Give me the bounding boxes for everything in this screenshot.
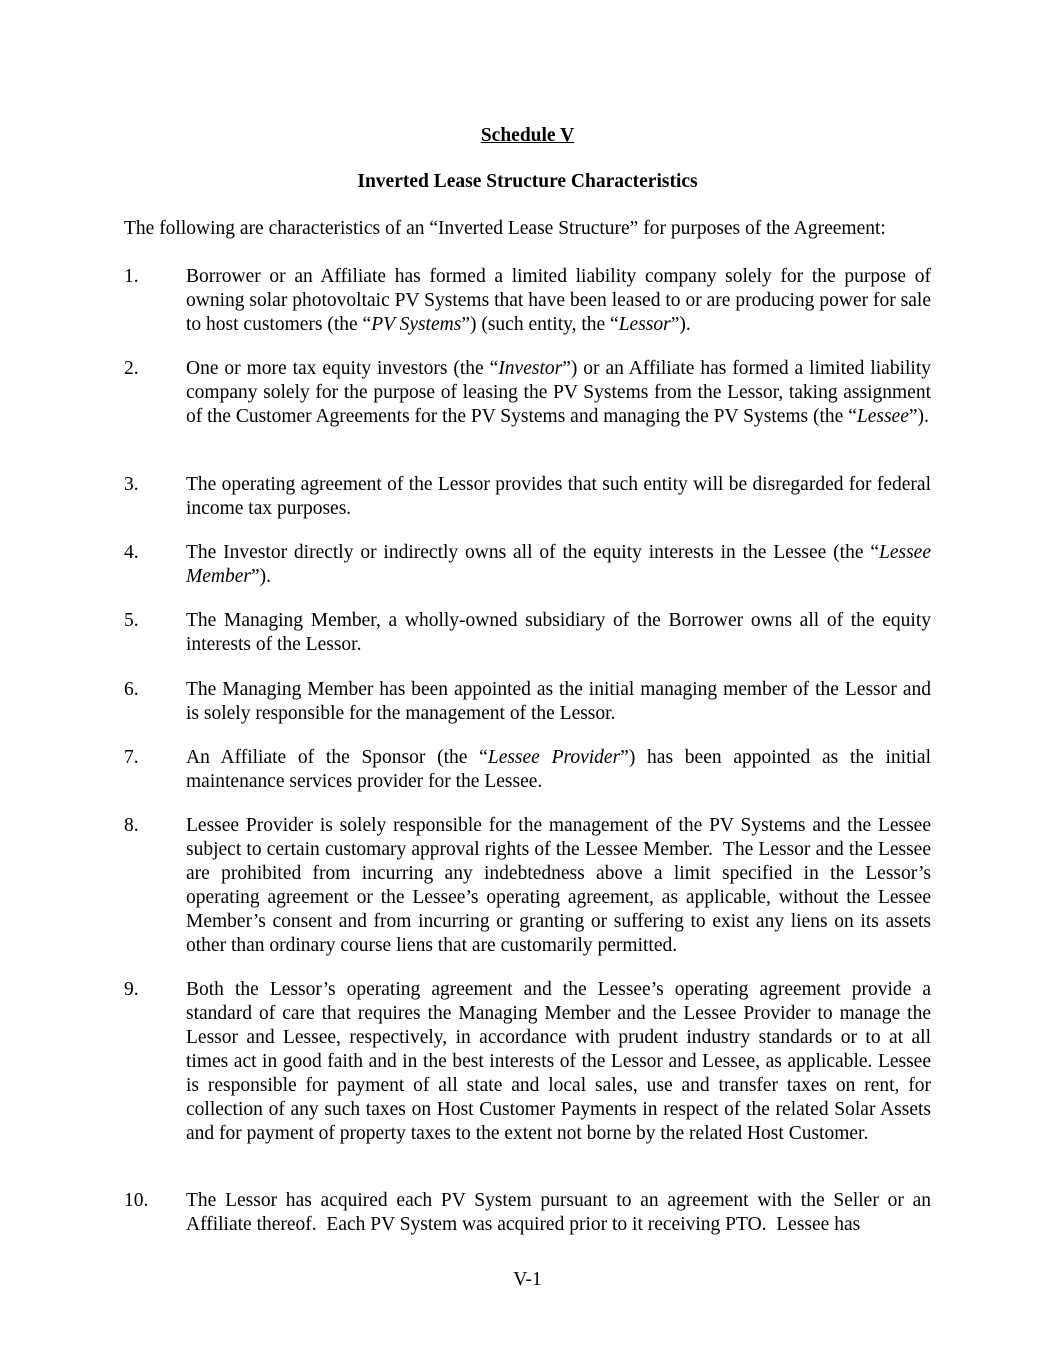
intro-paragraph: The following are characteristics of an “Inverted Lease Structure” for purposes of the Agreement: — [124, 218, 886, 239]
item-text — [186, 978, 931, 1146]
text-segment: ”) (such entity, the “ — [461, 314, 619, 335]
text-segment: ”) or an Affiliate has formed a limited liability company solely for the purpose of leasing the PV Systems from the Lessor, taking assignment of the Customer Agreements for the PV Systems and managing the PV Systems (the “ — [186, 358, 931, 427]
item-number: 4. — [124, 542, 139, 563]
item-number: 7. — [124, 747, 139, 768]
defined-term: PV Systems — [371, 314, 462, 335]
text-segment: The operating agreement of the Lessor provides that such entity will be disregarded for federal income tax purposes. — [186, 474, 931, 519]
text-segment: Both the Lessor’s operating agreement and the Lessee’s operating agreement provide a standard of care that requires the Managing Member and the Lessee Provider to manage the Lessor and Lessee, respectively, in accordance with prudent industry standards or to at all times act in good faith and in the best interests of the Lessor and Lessee, as applicable. Lessee is responsible for payment of all state and local sales, use and transfer taxes on rent, for collection of any such taxes on Host Customer Payments in respect of the related Solar Assets and for payment of property taxes to the extent not borne by the related Host Customer. — [186, 979, 931, 1144]
item-number: 10. — [124, 1190, 149, 1211]
schedule-subtitle: Inverted Lease Structure Characteristics — [357, 171, 698, 192]
text-segment: ”). — [670, 314, 691, 335]
item-number: 1. — [124, 266, 139, 287]
defined-term: Lessee Provider — [487, 747, 621, 768]
item-number: 5. — [124, 610, 139, 631]
item-number: 6. — [124, 679, 139, 700]
text-segment: Borrower or an Affiliate has formed a limited liability company solely for the purpose of owning solar photovoltaic PV Systems that have been leased to or are producing power for sale to host customers (the “ — [186, 266, 931, 335]
item-text — [186, 265, 931, 337]
defined-term: Investor — [498, 358, 563, 379]
text-segment: ”). — [908, 406, 929, 427]
item-text — [186, 541, 931, 589]
text-segment: One or more tax equity investors (the “ — [186, 358, 499, 379]
item-number: 2. — [124, 358, 139, 379]
text-segment: The Managing Member has been appointed as the initial managing member of the Lessor and is solely responsible for the management of the Lessor. — [186, 679, 931, 724]
item-number: 8. — [124, 815, 139, 836]
text-segment: ”). — [250, 566, 272, 587]
text-segment: Lessee Provider is solely responsible for the management of the PV Systems and the Lessee subject to certain customary approval rights of the Lessee Member. The Lessor and the Lessee are prohibited from incurring any indebtedness above a limit specified in the Lessor’s operating agreement or the Lessee’s operating agreement, as applicable, without the Lessee Member’s consent and from incurring or granting or suffering to exist any liens on its assets other than ordinary course liens that are customarily permitted. — [186, 815, 931, 956]
defined-term: Lessee — [856, 406, 909, 427]
text-segment: The Managing Member, a wholly-owned subsidiary of the Borrower owns all of the equity interests of the Lessor. — [186, 610, 931, 655]
item-text — [186, 1189, 931, 1237]
item-number: 9. — [124, 979, 139, 1000]
item-text — [186, 609, 931, 657]
defined-term: Lessor — [618, 314, 671, 335]
text-segment: An Affiliate of the Sponsor (the “ — [186, 747, 488, 768]
schedule-title: Schedule V — [480, 125, 575, 146]
item-number: 3. — [124, 474, 139, 495]
text-segment: ”) has been appointed as the initial maintenance services provider for the Lessee. — [186, 747, 931, 792]
defined-term: Lessee Member — [186, 542, 931, 587]
item-text — [186, 357, 931, 429]
item-text — [186, 473, 931, 521]
item-text — [186, 678, 931, 726]
page-number: V-1 — [513, 1269, 542, 1290]
item-text — [186, 814, 931, 958]
text-segment: The Investor directly or indirectly owns all of the equity interests in the Lessee (the “ — [186, 542, 879, 563]
text-segment: The Lessor has acquired each PV System pursuant to an agreement with the Seller or an Affiliate thereof. Each PV System was acquired prior to it receiving PTO. Lessee has — [186, 1190, 931, 1235]
item-text — [186, 746, 931, 794]
